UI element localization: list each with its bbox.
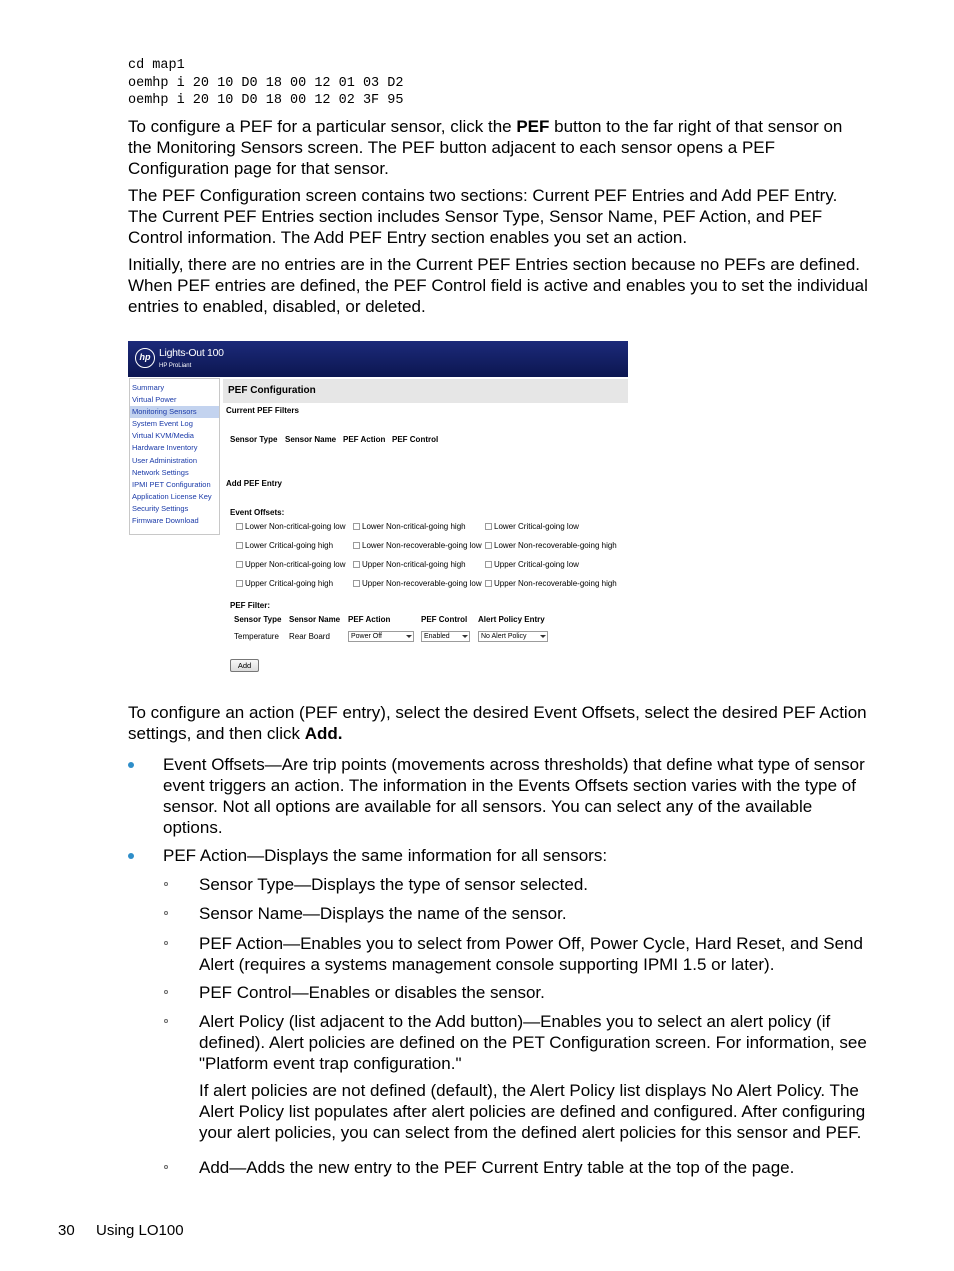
hp-logo-icon: hp [135,348,155,368]
offset-checkbox[interactable]: Lower Non-recoverable-going high [485,541,617,551]
lo100-header [128,341,628,377]
paragraph-initial-entries: Initially, there are no entries are in the Current PEF Entries section because no PEFs are defined. When PEF entries are defined, the PEF Control field is active and enables you to set the individual entries to enabled, disabled, or deleted. [128,255,868,316]
event-offsets-label: Event Offsets: [230,508,285,517]
nav-item-system-event-log[interactable]: System Event Log [132,419,193,429]
sidebar-nav [129,378,220,535]
checkbox-icon[interactable] [353,523,360,530]
nav-item-monitoring-sensors[interactable]: Monitoring Sensors [130,406,219,418]
checkbox-icon[interactable] [353,561,360,568]
bullet-icon [128,762,134,768]
checkbox-icon[interactable] [236,580,243,587]
checkbox-icon[interactable] [485,561,492,568]
offset-checkbox[interactable]: Upper Non-critical-going low [236,560,345,570]
nav-item-network-settings[interactable]: Network Settings [132,467,189,477]
filter-header-alert-policy: Alert Policy Entry [478,615,545,624]
filter-sensor-name-value: Rear Board [289,632,330,641]
filter-header-sensor-type: Sensor Type [234,615,282,624]
offset-checkbox[interactable]: Lower Non-recoverable-going low [353,541,482,551]
offset-checkbox[interactable]: Upper Non-recoverable-going low [353,579,482,589]
sub-bullet-icon [164,882,168,886]
footer-section-title: Using LO100 [96,1222,184,1239]
offset-checkbox[interactable]: Lower Critical-going high [236,541,333,551]
pef-control-select[interactable]: Enabled [421,631,470,642]
nav-item-firmware-download[interactable]: Firmware Download [132,516,199,526]
nav-item-user-administration[interactable]: User Administration [132,455,198,465]
code-line: oemhp i 20 10 D0 18 00 12 01 03 D2 [128,75,404,91]
paragraph-configure-action: To configure an action (PEF entry), select the desired Event Offsets, select the desired PEF Action settings, and then click Add. [128,703,867,743]
add-button[interactable]: Add [230,659,259,672]
nav-item-security-settings[interactable]: Security Settings [132,503,189,513]
current-header-pef-action: PEF Action [343,435,386,444]
nav-item-ipmi-pet-configuration[interactable]: IPMI PET Configuration [132,479,211,489]
filter-header-pef-action: PEF Action [348,615,391,624]
brand-subtitle: HP ProLiant [159,363,192,369]
checkbox-icon[interactable] [236,542,243,549]
checkbox-icon[interactable] [485,580,492,587]
page-number: 30 [58,1222,75,1239]
checkbox-icon[interactable] [353,542,360,549]
checkbox-icon[interactable] [353,580,360,587]
current-header-pef-control: PEF Control [392,435,439,444]
checkbox-icon[interactable] [485,542,492,549]
pef-main-panel [223,379,628,671]
offset-checkbox[interactable]: Upper Non-recoverable-going high [485,579,617,589]
sub-bullet-icon [164,1019,168,1023]
current-header-sensor-name: Sensor Name [285,435,337,444]
checkbox-icon[interactable] [485,523,492,530]
nav-item-virtual-kvm-media[interactable]: Virtual KVM/Media [132,431,194,441]
offset-checkbox[interactable]: Lower Critical-going low [485,522,579,532]
sub-bullet-icon [164,911,168,915]
paragraph-configure-pef: To configure a PEF for a particular sensor, click the PEF button to the far right of that sensor on the Monitoring Sensors screen. The PEF button adjacent to each sensor opens a PEF Configuration page for that sensor. [128,117,843,178]
nav-item-hardware-inventory[interactable]: Hardware Inventory [132,443,198,453]
checkbox-icon[interactable] [236,523,243,530]
nav-item-application-license-key[interactable]: Application License Key [132,491,212,501]
alert-policy-select[interactable]: No Alert Policy [478,631,548,642]
pef-action-select[interactable]: Power Off [348,631,414,642]
pef-configuration-screenshot [128,341,628,671]
sub-bullet-icon [164,1165,168,1169]
offset-checkbox[interactable]: Lower Non-critical-going high [353,522,466,532]
sub-bullet-icon [164,990,168,994]
current-header-sensor-type: Sensor Type [230,435,278,444]
nav-item-summary[interactable]: Summary [132,383,165,392]
checkbox-icon[interactable] [236,561,243,568]
sub-bullet-icon [164,941,168,945]
filter-header-pef-control: PEF Control [421,615,468,624]
add-pef-entry-label: Add PEF Entry [226,479,283,488]
chevron-down-icon [462,635,468,638]
code-line: oemhp i 20 10 D0 18 00 12 02 3F 95 [128,93,404,108]
code-line: cd map1 [128,58,185,73]
pef-configuration-title: PEF Configuration [223,379,628,403]
chevron-down-icon [406,635,412,638]
filter-sensor-type-value: Temperature [234,632,279,641]
nav-item-virtual-power[interactable]: Virtual Power [132,395,177,405]
offset-checkbox[interactable]: Lower Non-critical-going low [236,522,345,532]
offset-checkbox[interactable]: Upper Critical-going low [485,560,579,570]
brand-title: Lights-Out 100 [159,347,224,359]
pef-filter-label: PEF Filter: [230,601,271,610]
paragraph-pef-config-screen: The PEF Configuration screen contains two sections: Current PEF Entries and Add PEF Entry. The Current PEF Entries section includes Sensor Type, Sensor Name, PEF Action, and PEF Control information. The Add PEF Entry section enables you set an action. [128,186,838,247]
offset-checkbox[interactable]: Upper Critical-going high [236,579,333,589]
filter-header-sensor-name: Sensor Name [289,615,341,624]
current-pef-filters-label: Current PEF Filters [226,406,299,415]
chevron-down-icon [540,635,546,638]
code-block [128,57,403,110]
bullet-icon [128,853,134,859]
offset-checkbox[interactable]: Upper Non-critical-going high [353,560,466,570]
